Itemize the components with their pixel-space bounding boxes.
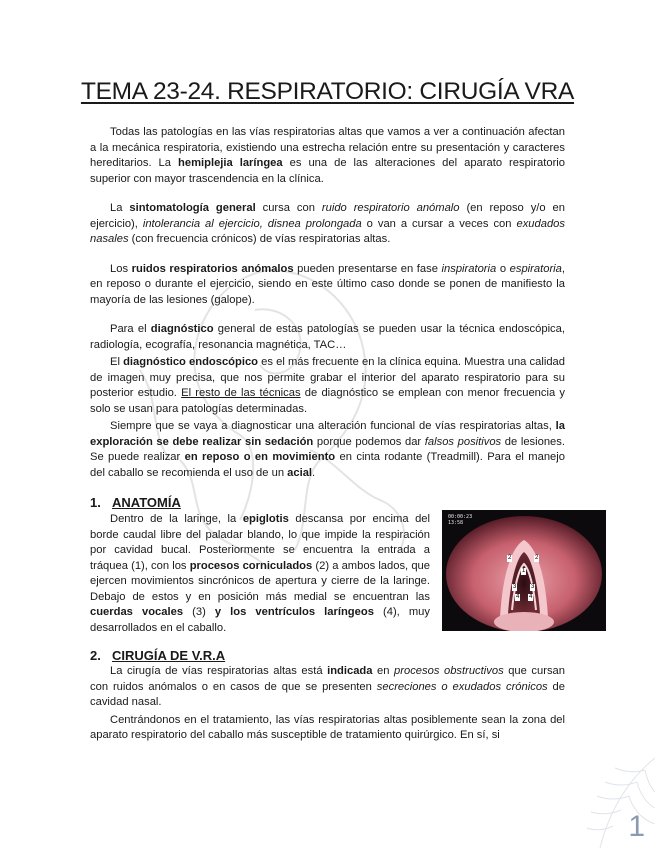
page-number: 1	[628, 810, 645, 843]
page-title: TEMA 23-24. RESPIRATORIO: CIRUGÍA VRA	[80, 78, 575, 105]
label-ventricle-right: 4	[529, 594, 533, 600]
intro-paragraph-1: Todas las patologías en las vías respiratorias altas que vamos a ver a continuación afectan a la mecánica respiratoria, existiendo una estrecha relación entre su presentación y caracteres hereditarios. La hemiplejia laríngea es una de las alteraciones del aparato respiratorio superior con mayor trascendencia en la clínica.	[90, 126, 566, 185]
label-ventricle-left: 4	[516, 594, 520, 600]
section-anatomia	[90, 495, 565, 636]
section-heading-anatomia: 1. ANATOMÍA	[90, 495, 181, 510]
section-heading-cirugia: 2. CIRUGÍA DE V.R.A	[90, 648, 226, 663]
label-corniculate-right: 2	[535, 555, 539, 561]
anatomia-paragraph: Dentro de la laringe, la epiglotis descansa por encima del borde caudal libre del paladar blando, lo que impide la respiración por cavidad bucal. Posteriormente se encuentra la entrada a tráquea (1), con los procesos corniculados (2) a ambos lados, que ejercen movimientos sincrónicos de apertura y cierre de la laringe. Debajo de estos y en posición más medial se encuentran las cuerdas vocales (3) y los ventrículos laríngeos (4), muy desarrollados en el caballo.	[90, 513, 431, 634]
intro-paragraph-4: Para el diagnóstico general de estas patologías se pueden usar la técnica endoscópica, radiología, ecografía, resonancia magnética, TAC…	[90, 323, 565, 351]
intro-paragraph-2: La sintomatología general cursa con ruido respiratorio anómalo (en reposo y/o en ejercicio), intolerancia al ejercicio, disnea prolongada o van a cursar a veces con exudados nasales (con frecuencia crónicos) de vías respiratorias altas.	[90, 202, 565, 245]
label-corniculate-left: 2	[508, 555, 512, 561]
larynx-endoscopy-image	[442, 510, 606, 631]
label-vocal-cord-right: 3	[531, 584, 535, 590]
label-trachea: 1	[522, 568, 526, 574]
cirugia-paragraph-2: Centrándonos en el tratamiento, las vías respiratorias altas posiblemente sean la zona del aparato respiratorio del caballo más susceptible de tratamiento quirúrgico. En sí, si	[90, 713, 565, 741]
intro-paragraph-6: Siempre que se vaya a diagnosticar una alteración funcional de vías respiratorias altas, la exploración se debe realizar sin sedación porque podemos dar falsos positivos de lesiones. Se puede realizar en reposo o en movimiento en cinta rodante (Treadmill). Para el manejo del caballo se recomienda el uso de un acial.	[90, 420, 565, 479]
intro-paragraph-5: El diagnóstico endoscópico es el más frecuente en la clínica equina. Muestra una calidad de imagen muy precisa, que nos permite grabar el interior del aparato respiratorio para su posterior estudio. El resto de las técnicas de diagnóstico se emplean con menor frecuencia y solo se usan para patologías determinadas.	[90, 356, 565, 415]
document-body	[90, 125, 565, 744]
label-vocal-cord-left: 3	[513, 584, 517, 590]
cirugia-paragraph-1: La cirugía de vías respiratorias altas está indicada en procesos obstructivos que cursan con ruidos anómalos o en casos de que se presenten secreciones o exudados crónicos de cavidad nasal.	[90, 665, 566, 708]
endoscopy-timestamp: 00:00:23 13:58	[448, 514, 473, 526]
intro-paragraph-3: Los ruidos respiratorios anómalos pueden presentarse en fase inspiratoria o espiratoria, en reposo o durante el ejercicio, siendo en este último caso donde se ponen de manifiesto la mayoría de las lesiones (galope).	[90, 262, 565, 306]
